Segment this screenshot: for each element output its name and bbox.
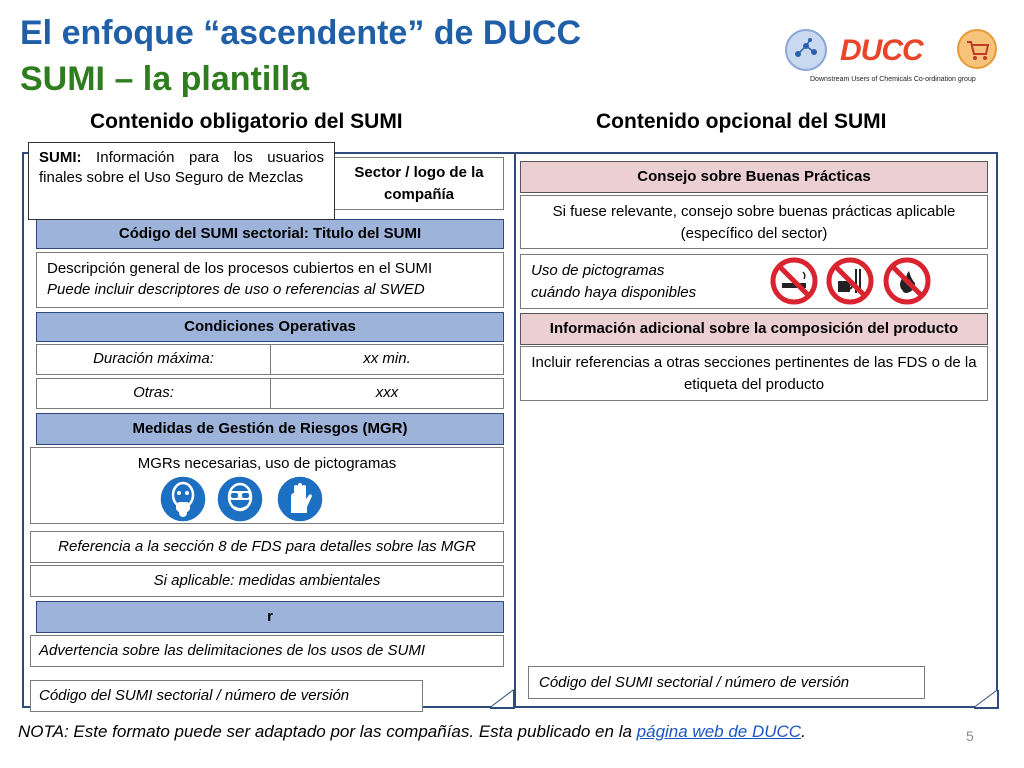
descripcion-line-2: Puede incluir descriptores de uso o referencias al SWED: [47, 281, 425, 298]
note-end: .: [801, 722, 806, 741]
logo-caption: Downstream Users of Chemicals Co-ordination group: [810, 76, 976, 83]
left-page-fold: [488, 688, 516, 710]
sumi-label: SUMI:: [39, 149, 82, 166]
mgr-pictograms-box: [30, 447, 504, 524]
ambientales-box: Si aplicable: medidas ambientales: [30, 565, 504, 597]
title-line-2: SUMI – la plantilla: [20, 60, 310, 98]
mgr-text: MGRs necesarias, uso de pictogramas: [137, 455, 397, 472]
advertencia-box: Advertencia sobre las delimitaciones de los usos de SUMI: [30, 635, 504, 667]
note-text: NOTA: Este formato puede ser adaptado por las compañías. Esta publicado en la: [18, 722, 637, 741]
otras-value: xxx: [375, 384, 399, 401]
sector-logo-box: [334, 157, 504, 210]
duracion-value: xx min.: [363, 350, 411, 367]
page-number: 5: [966, 728, 974, 744]
duracion-row: [36, 344, 504, 375]
right-page-fold: [972, 688, 1000, 710]
right-version-box: Código del SUMI sectorial / número de versión: [528, 666, 925, 699]
sector-logo-text: Sector / logo de la compañía: [354, 164, 484, 203]
optional-content-heading: Contenido opcional del SUMI: [596, 110, 887, 133]
consejo-box: Si fuese relevante, consejo sobre buenas prácticas aplicable (específico del sector): [520, 195, 988, 249]
shopping-cart-logo-icon: [956, 28, 998, 70]
respirator-mask-icon: [159, 475, 207, 523]
sumi-info-box: [28, 142, 335, 220]
ducc-logo: DUCC: [840, 34, 923, 67]
protective-gloves-icon: [276, 475, 324, 523]
duracion-label: Duración máxima:: [37, 345, 271, 374]
descripcion-line-1: Descripción general de los procesos cubiertos en el SUMI: [47, 260, 433, 277]
mandatory-content-heading: Contenido obligatorio del SUMI: [90, 110, 403, 133]
mgr-header: Medidas de Gestión de Riesgos (MGR): [36, 413, 504, 445]
no-eating-drinking-icon: [826, 257, 874, 305]
molecule-logo-icon: [784, 28, 828, 72]
footer-note: [18, 722, 806, 742]
left-version-box: Código del SUMI sectorial / número de versión: [30, 680, 423, 712]
otras-row: [36, 378, 504, 409]
info-adicional-box: Incluir referencias a otras secciones pertinentes de las FDS o de la etiqueta del producto: [520, 346, 988, 401]
consejo-header: Consejo sobre Buenas Prácticas: [520, 161, 988, 193]
pictogramas-line-1: Uso de pictogramas: [531, 262, 665, 279]
pictogramas-line-2: cuándo haya disponibles: [531, 284, 697, 301]
no-smoking-icon: [770, 257, 818, 305]
ducc-website-link[interactable]: página web de DUCC: [636, 722, 802, 741]
referencia-box: Referencia a la sección 8 de FDS para detalles sobre las MGR: [30, 531, 504, 563]
sumi-info-text: Información para los usuarios finales sobre el Uso Seguro de Mezclas: [39, 149, 324, 186]
descripcion-box: [36, 252, 504, 308]
otras-label: Otras:: [37, 379, 271, 408]
safety-goggles-icon: [216, 475, 264, 523]
condiciones-operativas-header: Condiciones Operativas: [36, 312, 504, 342]
info-adicional-header: Información adicional sobre la composición del producto: [520, 313, 988, 345]
r-header: r: [36, 601, 504, 633]
codigo-sumi-header: Código del SUMI sectorial: Titulo del SUMI: [36, 219, 504, 249]
no-open-flame-icon: [883, 257, 931, 305]
title-line-1: El enfoque “ascendente” de DUCC: [20, 14, 582, 52]
